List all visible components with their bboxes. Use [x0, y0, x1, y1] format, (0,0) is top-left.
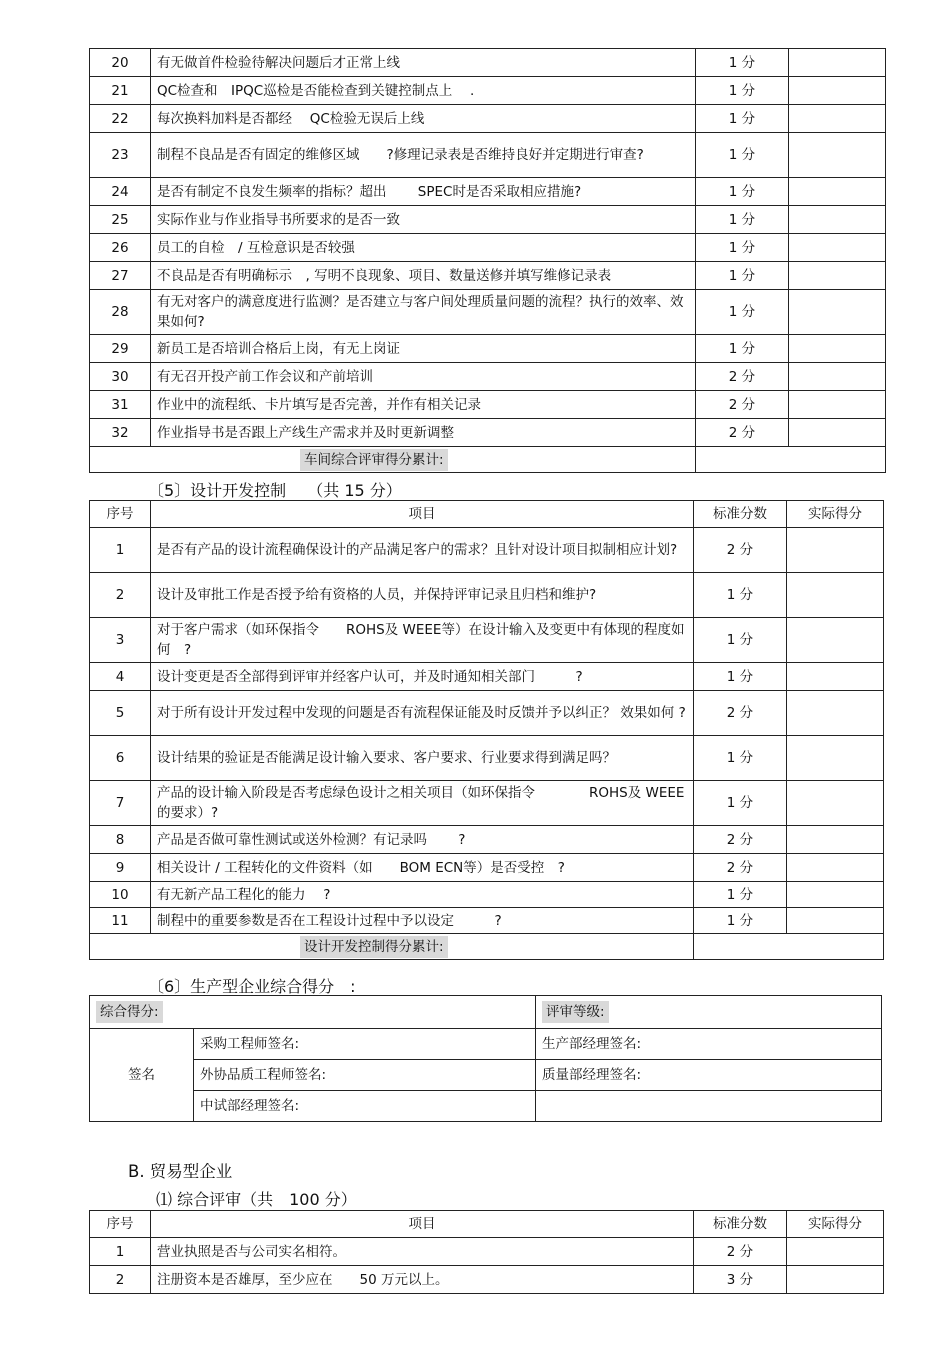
- row-item: 制程中的重要参数是否在工程设计过程中予以设定 ?: [151, 908, 694, 934]
- row-standard-score: 2 分: [694, 528, 787, 573]
- pilot-manager-signature: 中试部经理签名:: [194, 1091, 536, 1122]
- row-actual-score: [789, 419, 886, 447]
- column-header-item: 项目: [151, 1211, 694, 1238]
- table-row: [90, 363, 886, 391]
- column-header-actual: 实际得分: [787, 1211, 884, 1238]
- row-item: 设计变更是否全部得到评审并经客户认可，并及时通知相关部门 ?: [151, 663, 694, 691]
- total-label: 设计开发控制得分累计:: [300, 936, 448, 958]
- table-row: [90, 663, 884, 691]
- row-actual-score: [787, 663, 884, 691]
- trade-section-title: B. 贸易型企业: [128, 1162, 233, 1181]
- row-number: 9: [90, 854, 151, 882]
- row-number: 11: [90, 908, 151, 934]
- row-number: 26: [90, 234, 151, 262]
- row-item: 设计结果的验证是否能满足设计输入要求、客户要求、行业要求得到满足吗？: [151, 736, 694, 781]
- outsource-qe-signature: 外协品质工程师签名:: [194, 1060, 536, 1091]
- row-item: 有无新产品工程化的能力 ?: [151, 882, 694, 908]
- row-standard-score: 2 分: [696, 391, 789, 419]
- column-header-std: 标准分数: [694, 1211, 787, 1238]
- row-standard-score: 2 分: [694, 826, 787, 854]
- row-item: 制程不良品是否有固定的维修区域 ?修理记录表是否维持良好并定期进行审查?: [151, 133, 696, 178]
- row-item: 实际作业与作业指导书所要求的是否一致: [151, 206, 696, 234]
- row-actual-score: [787, 882, 884, 908]
- column-header-item: 项目: [151, 501, 694, 528]
- row-number: 21: [90, 77, 151, 105]
- row-number: 30: [90, 363, 151, 391]
- table-row: [90, 133, 886, 178]
- row-standard-score: 2 分: [694, 1238, 787, 1266]
- row-item: 营业执照是否与公司实名相符。: [151, 1238, 694, 1266]
- total-cell: [90, 447, 696, 473]
- row-standard-score: 1 分: [694, 781, 787, 826]
- table-row: [90, 178, 886, 206]
- row-number: 20: [90, 49, 151, 77]
- row-item: 有无做首件检验待解决问题后才正常上线: [151, 49, 696, 77]
- table-row: [90, 419, 886, 447]
- total-score-cell: [696, 447, 886, 473]
- grade-label: 评审等级:: [542, 1001, 609, 1023]
- row-actual-score: [787, 1266, 884, 1294]
- header-row: [90, 1211, 884, 1238]
- row-number: 24: [90, 178, 151, 206]
- table-row: [90, 573, 884, 618]
- row-item: QC检查和 IPQC巡检是否能检查到关键控制点上 .: [151, 77, 696, 105]
- row-item: 相关设计 / 工程转化的文件资料（如 BOM ECN等）是否受控 ?: [151, 854, 694, 882]
- row-standard-score: 1 分: [694, 736, 787, 781]
- row-actual-score: [787, 573, 884, 618]
- row-number: 28: [90, 290, 151, 335]
- row-item: 对于客户需求（如环保指令 ROHS及 WEEE等）在设计输入及变更中有体现的程度如何 ?: [151, 618, 694, 663]
- row-standard-score: 1 分: [694, 908, 787, 934]
- table-row: [90, 781, 884, 826]
- row-number: 32: [90, 419, 151, 447]
- total-cell: [90, 934, 694, 960]
- table-row: [90, 1238, 884, 1266]
- row-standard-score: 3 分: [694, 1266, 787, 1294]
- row-item: 产品的设计输入阶段是否考虑绿色设计之相关项目（如环保指令 ROHS及 WEEE的要求）?: [151, 781, 694, 826]
- row-actual-score: [787, 736, 884, 781]
- row-actual-score: [789, 290, 886, 335]
- empty-signature-cell: [536, 1091, 882, 1122]
- row-item: 不良品是否有明确标示 , 写明不良现象、项目、数量送修并填写维修记录表: [151, 262, 696, 290]
- row-standard-score: 1 分: [696, 335, 789, 363]
- row-actual-score: [789, 105, 886, 133]
- table-row: [90, 234, 886, 262]
- row-item: 员工的自检 / 互检意识是否较强: [151, 234, 696, 262]
- row-standard-score: 2 分: [694, 691, 787, 736]
- row-item: 作业指导书是否跟上产线生产需求并及时更新调整: [151, 419, 696, 447]
- row-item: 产品是否做可靠性测试或送外检测？有记录吗 ?: [151, 826, 694, 854]
- row-actual-score: [787, 1238, 884, 1266]
- row-standard-score: 1 分: [696, 49, 789, 77]
- column-header-no: 序号: [90, 1211, 151, 1238]
- row-number: 22: [90, 105, 151, 133]
- row-item: 是否有制定不良发生频率的指标？超出 SPEC时是否采取相应措施?: [151, 178, 696, 206]
- row-item: 有无召开投产前工作会议和产前培训: [151, 363, 696, 391]
- table-row: [90, 49, 886, 77]
- row-number: 10: [90, 882, 151, 908]
- composite-score-cell: [90, 996, 536, 1029]
- row-number: 5: [90, 691, 151, 736]
- table-row: [90, 736, 884, 781]
- row-standard-score: 1 分: [696, 178, 789, 206]
- row-standard-score: 2 分: [694, 854, 787, 882]
- row-standard-score: 1 分: [696, 77, 789, 105]
- row-number: 6: [90, 736, 151, 781]
- row-item: 设计及审批工作是否授予给有资格的人员，并保持评审记录且归档和维护?: [151, 573, 694, 618]
- row-standard-score: 1 分: [696, 262, 789, 290]
- row-actual-score: [789, 363, 886, 391]
- row-actual-score: [789, 77, 886, 105]
- row-number: 23: [90, 133, 151, 178]
- row-number: 25: [90, 206, 151, 234]
- sign-label: 签名: [90, 1029, 194, 1122]
- total-label: 车间综合评审得分累计:: [300, 449, 448, 471]
- row-actual-score: [787, 691, 884, 736]
- column-header-actual: 实际得分: [787, 501, 884, 528]
- trade-table: [89, 1210, 884, 1294]
- row-number: 4: [90, 663, 151, 691]
- table-row: [90, 618, 884, 663]
- total-score-cell: [694, 934, 884, 960]
- row-standard-score: 2 分: [696, 363, 789, 391]
- quality-manager-signature: 质量部经理签名:: [536, 1060, 882, 1091]
- total-row: [90, 447, 886, 473]
- summary-heading: 〔6〕生产型企业综合得分 :: [148, 977, 356, 996]
- row-item: 每次换料加料是否都经 QC检验无误后上线: [151, 105, 696, 133]
- total-row: [90, 934, 884, 960]
- row-number: 2: [90, 1266, 151, 1294]
- grade-cell: [536, 996, 882, 1029]
- table-row: [90, 335, 886, 363]
- row-actual-score: [789, 133, 886, 178]
- row-standard-score: 1 分: [694, 882, 787, 908]
- table-row: [90, 1266, 884, 1294]
- row-number: 29: [90, 335, 151, 363]
- row-item: 作业中的流程纸、卡片填写是否完善，并作有相关记录: [151, 391, 696, 419]
- row-actual-score: [787, 908, 884, 934]
- row-standard-score: 1 分: [696, 105, 789, 133]
- summary-table: [89, 995, 882, 1122]
- table-row: [90, 290, 886, 335]
- design-table: [89, 500, 884, 960]
- row-actual-score: [787, 528, 884, 573]
- row-actual-score: [787, 826, 884, 854]
- table-row: [90, 528, 884, 573]
- row-number: 2: [90, 573, 151, 618]
- row-standard-score: 1 分: [694, 618, 787, 663]
- row-number: 31: [90, 391, 151, 419]
- row-item: 是否有产品的设计流程确保设计的产品满足客户的需求？且针对设计项目拟制相应计划?: [151, 528, 694, 573]
- table-row: [90, 826, 884, 854]
- table-row: [90, 691, 884, 736]
- row-number: 27: [90, 262, 151, 290]
- table-row: [90, 77, 886, 105]
- row-actual-score: [789, 262, 886, 290]
- row-number: 3: [90, 618, 151, 663]
- purchasing-signature: 采购工程师签名:: [194, 1029, 536, 1060]
- row-actual-score: [787, 781, 884, 826]
- row-actual-score: [789, 391, 886, 419]
- row-item: 新员工是否培训合格后上岗，有无上岗证: [151, 335, 696, 363]
- row-standard-score: 1 分: [694, 663, 787, 691]
- column-header-no: 序号: [90, 501, 151, 528]
- column-header-std: 标准分数: [694, 501, 787, 528]
- row-actual-score: [787, 618, 884, 663]
- row-actual-score: [789, 234, 886, 262]
- row-standard-score: 1 分: [696, 290, 789, 335]
- header-row: [90, 501, 884, 528]
- table-row: [90, 391, 886, 419]
- row-number: 7: [90, 781, 151, 826]
- row-item: 有无对客户的满意度进行监测？是否建立与客户间处理质量问题的流程？执行的效率、效果如何?: [151, 290, 696, 335]
- row-actual-score: [789, 335, 886, 363]
- row-number: 1: [90, 1238, 151, 1266]
- row-item: 注册资本是否雄厚，至少应在 50 万元以上。: [151, 1266, 694, 1294]
- row-standard-score: 1 分: [694, 573, 787, 618]
- row-number: 8: [90, 826, 151, 854]
- row-actual-score: [789, 49, 886, 77]
- table-row: [90, 206, 886, 234]
- table-row: [90, 105, 886, 133]
- row-actual-score: [789, 178, 886, 206]
- design-heading: 〔5〕设计开发控制 （共 15 分）: [148, 481, 402, 500]
- row-standard-score: 1 分: [696, 206, 789, 234]
- table-row: [90, 908, 884, 934]
- table-row: [90, 262, 886, 290]
- table-row: [90, 882, 884, 908]
- table-row: [90, 854, 884, 882]
- row-standard-score: 1 分: [696, 133, 789, 178]
- production-manager-signature: 生产部经理签名:: [536, 1029, 882, 1060]
- row-item: 对于所有设计开发过程中发现的问题是否有流程保证能及时反馈并予以纠正？ 效果如何 ?: [151, 691, 694, 736]
- trade-heading: ⑴ 综合评审（共 100 分）: [156, 1190, 357, 1209]
- row-standard-score: 1 分: [696, 234, 789, 262]
- row-number: 1: [90, 528, 151, 573]
- workshop-table: [89, 48, 886, 473]
- row-actual-score: [789, 206, 886, 234]
- composite-score-label: 综合得分:: [96, 1001, 163, 1023]
- row-standard-score: 2 分: [696, 419, 789, 447]
- row-actual-score: [787, 854, 884, 882]
